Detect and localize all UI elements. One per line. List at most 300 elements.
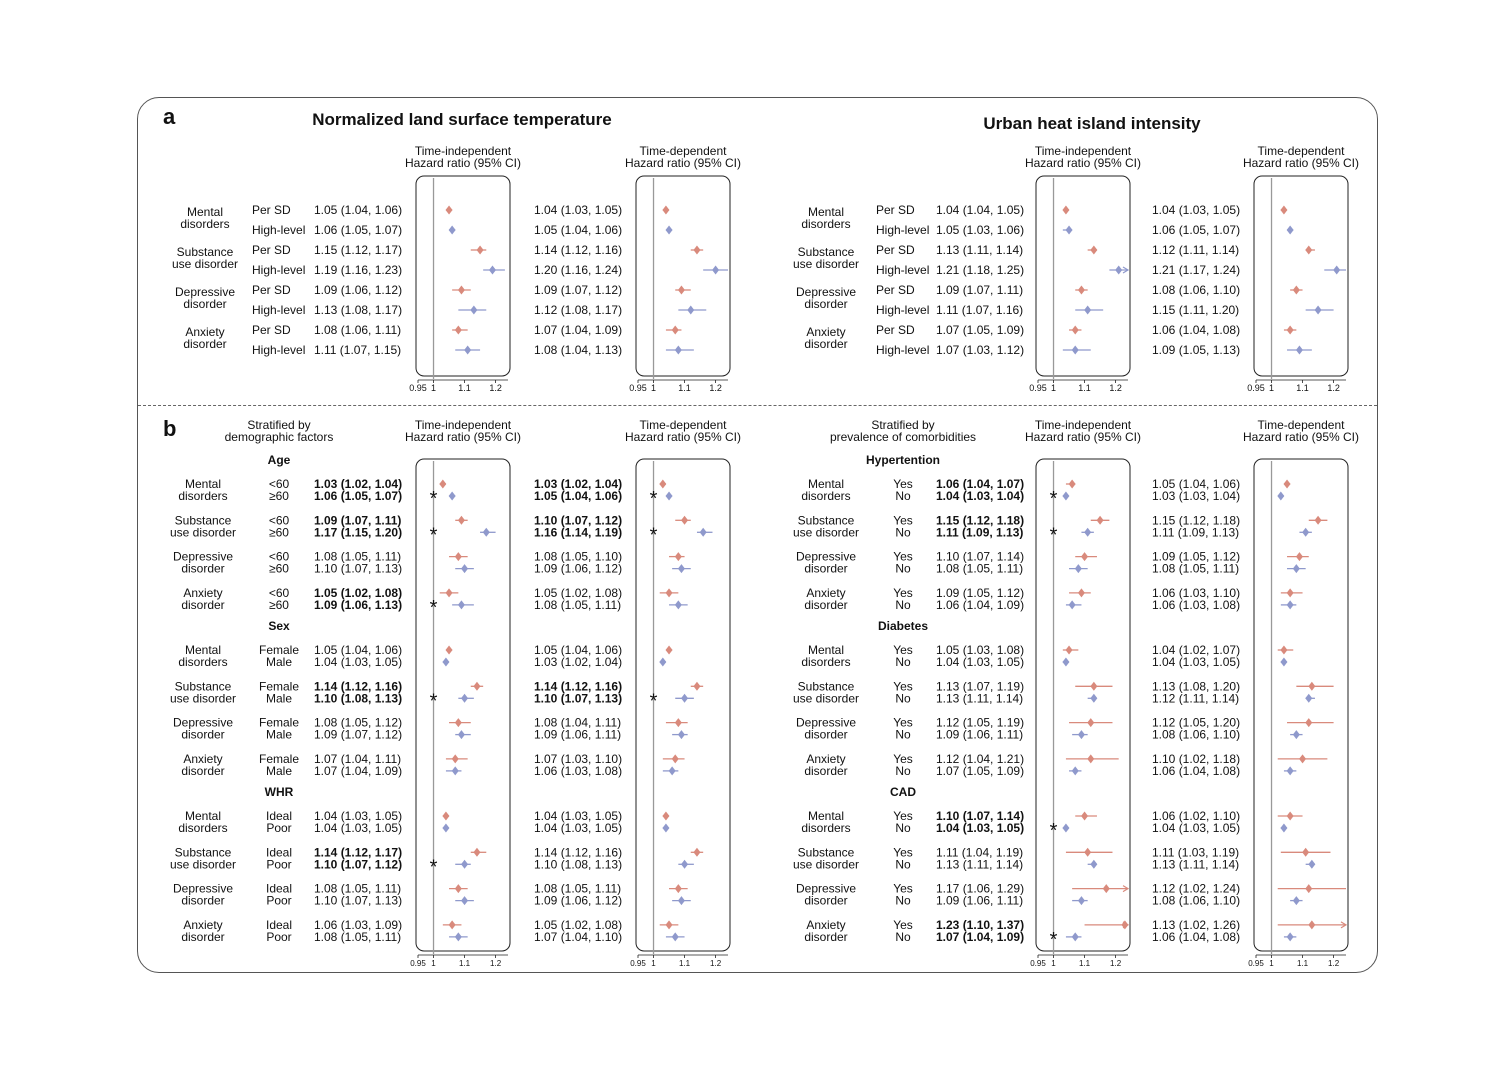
hr-value-ti: 1.10 (1.07, 1.14) (936, 809, 1025, 823)
significance-star: * (429, 690, 438, 713)
stratum-level-label: Yes (893, 751, 913, 766)
panel-b-right-ti-header-subtitle: Hazard ratio (95% CI) (1024, 430, 1142, 444)
hr-marker-ti-point (442, 824, 449, 833)
hr-value-ti: 1.09 (1.07, 1.11) (936, 283, 1024, 297)
hr-marker-td-point (672, 932, 679, 941)
stratum-level-label: Female (258, 715, 300, 730)
outcome-label: disorder (181, 561, 225, 576)
hr-marker-ti-point (1062, 824, 1069, 833)
hr-marker-ti-point (1087, 754, 1094, 763)
hr-value-td: 1.12 (1.02, 1.24) (1152, 881, 1241, 896)
hr-marker-ti-point (458, 730, 465, 739)
hr-value-td: 1.08 (1.05, 1.11) (1152, 561, 1240, 576)
hr-marker-td-point (1308, 860, 1315, 869)
hr-marker-ti-point (1097, 516, 1104, 525)
hr-value-ti: 1.11 (1.09, 1.13) (936, 525, 1024, 540)
panel-b-left-ti-header-title: Time-independent (414, 418, 512, 432)
stratum-level-label: Male (265, 763, 293, 778)
panel-b-left-ti-forest-tick-label: 1.2 (490, 959, 502, 968)
hr-value-ti: 1.06 (1.05, 1.07) (314, 489, 403, 503)
stratum-level-label: Yes (893, 643, 913, 657)
panel-a-right-td-header-title: Time-dependent (1257, 144, 1345, 158)
hr-marker-ti-point (1090, 682, 1097, 691)
hr-marker-ti-point (452, 766, 459, 775)
panel-b-left-ti-forest-tick-label: 1 (431, 959, 436, 968)
outcome-label: Depressive (172, 715, 234, 730)
stratum-level-label: Ideal (265, 917, 293, 932)
stratum-level-label: Poor (266, 857, 292, 872)
hr-marker-td-point (1299, 754, 1306, 763)
hr-marker-ti-point (442, 658, 449, 667)
hr-marker-td-point (675, 718, 682, 727)
hr-marker-ti-point (455, 718, 462, 727)
hr-marker-td-point (712, 266, 719, 275)
outcome-label: Anxiety (806, 325, 846, 339)
hr-value-ti: 1.08 (1.05, 1.11) (314, 929, 402, 944)
hr-marker-ti-point (455, 326, 462, 335)
hr-value-ti: 1.10 (1.07, 1.12) (314, 857, 403, 872)
hr-value-ti: 1.09 (1.06, 1.11) (936, 893, 1024, 908)
hr-marker-td-point (666, 226, 673, 235)
hr-value-ti: 1.07 (1.03, 1.12) (936, 343, 1025, 357)
hr-value-ti: 1.09 (1.07, 1.11) (314, 513, 402, 528)
hr-marker-td-point (659, 480, 666, 489)
hr-value-ti: 1.05 (1.04, 1.06) (314, 203, 403, 217)
panel-a-left-td-header-title: Time-dependent (639, 144, 727, 158)
panel-b-right-td-forest-tick-label: 1 (1269, 959, 1274, 968)
exposure-level-label: Per SD (252, 323, 291, 337)
hr-marker-td-point (1287, 600, 1294, 609)
hr-value-ti: 1.06 (1.04, 1.09) (936, 597, 1025, 612)
hr-marker-td-point (659, 658, 666, 667)
panel-a-right-ti-header-title: Time-independent (1034, 144, 1132, 158)
hr-marker-td-point (678, 730, 685, 739)
panel-b-right-ti-forest-tick-label: 0.95 (1030, 959, 1046, 968)
hr-marker-td-point (681, 516, 688, 525)
hr-marker-ti-point (1084, 848, 1091, 857)
hr-value-td: 1.20 (1.16, 1.24) (534, 263, 623, 277)
hr-value-td: 1.10 (1.02, 1.18) (1152, 751, 1241, 766)
hr-value-td: 1.08 (1.05, 1.11) (534, 881, 622, 896)
outcome-label: disorder (804, 893, 848, 908)
hr-marker-td-point (1287, 326, 1294, 335)
hr-value-ti: 1.13 (1.08, 1.17) (314, 303, 403, 317)
hr-value-ti: 1.17 (1.06, 1.29) (936, 881, 1025, 896)
outcome-label: Anxiety (185, 325, 225, 339)
outcome-label: Depressive (172, 881, 234, 896)
hr-value-ti: 1.04 (1.03, 1.05) (314, 809, 403, 823)
outcome-label: disorders (178, 821, 228, 835)
hr-value-ti: 1.13 (1.07, 1.19) (936, 679, 1025, 694)
hr-value-ti: 1.05 (1.04, 1.06) (314, 643, 403, 657)
panel-b-right-ti-forest-tick-label: 1.1 (1078, 959, 1091, 968)
panel-a-right-td-forest-tick-label: 1 (1269, 383, 1275, 393)
significance-star: * (429, 524, 438, 547)
hr-marker-ti-point (1078, 286, 1085, 295)
panel-b-right-td-header-title: Time-dependent (1257, 418, 1345, 432)
hr-marker-ti-point (461, 860, 468, 869)
outcome-label: Substance (174, 845, 232, 860)
stratum-title: CAD (890, 785, 916, 799)
stratum-level-label: Poor (266, 893, 292, 908)
hr-value-td: 1.03 (1.03, 1.04) (1152, 489, 1241, 503)
exposure-level-label: High-level (876, 263, 930, 277)
panel-a-title-left: Normalized land surface temperature (312, 110, 612, 129)
hr-value-td: 1.08 (1.04, 1.11) (534, 715, 622, 730)
outcome-label: Mental (184, 643, 222, 657)
hr-value-td: 1.21 (1.17, 1.24) (1152, 263, 1241, 277)
exposure-level-label: Per SD (876, 283, 915, 297)
hr-marker-ti-point (449, 226, 456, 235)
outcome-label: Mental (807, 477, 845, 491)
outcome-label: Mental (807, 643, 845, 657)
hr-value-td: 1.05 (1.04, 1.06) (534, 643, 623, 657)
panel-b-right-ti-forest-tick-label: 1 (1051, 959, 1056, 968)
panel-a-left-ti-forest-tick-label: 1.1 (458, 383, 471, 393)
significance-star: * (649, 690, 658, 713)
outcome-label: Substance (797, 513, 855, 528)
panel-b-right-td-forest-tick-label: 1.2 (1328, 959, 1340, 968)
hr-marker-ti-point (1066, 226, 1073, 235)
hr-value-td: 1.05 (1.04, 1.06) (534, 223, 623, 237)
outcome-label: Anxiety (183, 751, 223, 766)
stratum-level-label: Ideal (265, 845, 293, 860)
outcome-label: Substance (797, 245, 855, 259)
hr-marker-td-point (1280, 824, 1287, 833)
hr-marker-td-point (1287, 226, 1294, 235)
hr-marker-td-point (666, 492, 673, 501)
outcome-label: disorder (804, 337, 848, 351)
hr-marker-td-point (675, 552, 682, 561)
stratum-level-label: Yes (893, 881, 913, 896)
hr-marker-td-point (1287, 588, 1294, 597)
outcome-label: Substance (174, 513, 232, 528)
hr-value-td: 1.12 (1.05, 1.20) (1152, 715, 1241, 730)
hr-marker-td-point (1287, 932, 1294, 941)
hr-value-ti: 1.09 (1.06, 1.13) (314, 597, 403, 612)
hr-value-ti: 1.13 (1.11, 1.14) (936, 243, 1024, 257)
panel-b-left-ti-header-subtitle: Hazard ratio (95% CI) (404, 430, 522, 444)
hr-marker-ti-point (477, 246, 484, 255)
hr-marker-td-point (1305, 718, 1312, 727)
hr-marker-ti-point (1090, 694, 1097, 703)
hr-marker-ti-point (446, 646, 453, 655)
stratum-level-label: ≥60 (269, 561, 289, 576)
hr-value-ti: 1.13 (1.11, 1.14) (936, 691, 1024, 706)
hr-value-td: 1.15 (1.12, 1.18) (1152, 513, 1241, 528)
panel-a-right-ti-forest-tick-label: 1.1 (1078, 383, 1091, 393)
hr-value-td: 1.14 (1.12, 1.16) (534, 679, 623, 694)
exposure-level-label: Per SD (876, 243, 915, 257)
hr-value-ti: 1.08 (1.05, 1.11) (314, 881, 402, 896)
panel-a-right-ti-forest-tick-label: 1 (1051, 383, 1057, 393)
stratum-level-label: No (895, 561, 911, 576)
hr-marker-ti-point (439, 480, 446, 489)
outcome-label: disorders (180, 217, 230, 231)
hr-marker-ti-point (458, 516, 465, 525)
stratum-level-label: Male (265, 691, 293, 706)
outcome-label: disorder (804, 597, 848, 612)
hr-value-td: 1.08 (1.06, 1.10) (1152, 283, 1241, 297)
hr-marker-ti-point (455, 884, 462, 893)
hr-value-td: 1.05 (1.02, 1.08) (534, 917, 623, 932)
hr-marker-ti-point (489, 266, 496, 275)
panel-a-right-td-forest-tick-label: 1.2 (1327, 383, 1340, 393)
outcome-label: Substance (174, 679, 232, 694)
hr-marker-ti-point (1090, 860, 1097, 869)
hr-value-ti: 1.11 (1.07, 1.15) (314, 343, 402, 357)
outcome-label: disorders (178, 489, 228, 503)
exposure-level-label: High-level (252, 263, 306, 277)
hr-marker-ti-point (1072, 346, 1079, 355)
stratum-title: Hypertention (865, 453, 941, 467)
stratum-level-label: Poor (266, 929, 292, 944)
hr-value-td: 1.07 (1.04, 1.10) (534, 929, 623, 944)
hr-marker-ti-point (1066, 646, 1073, 655)
panel-a-right-td-header-subtitle: Hazard ratio (95% CI) (1242, 156, 1360, 170)
stratum-level-label: ≥60 (269, 597, 289, 612)
hr-value-td: 1.05 (1.02, 1.08) (534, 585, 623, 600)
outcome-label: disorders (178, 655, 228, 669)
panel-a-left-td-forest-tick-label: 1 (651, 383, 657, 393)
panel-a-left-ti-forest-tick-label: 0.95 (409, 383, 427, 393)
hr-marker-td-point (669, 766, 676, 775)
panel-a-left-td-header-subtitle: Hazard ratio (95% CI) (624, 156, 742, 170)
hr-value-td: 1.12 (1.11, 1.14) (1152, 691, 1240, 706)
hr-marker-ti-point (461, 694, 468, 703)
panel-a-right-td-forest-box (1254, 176, 1348, 376)
stratum-level-label: Yes (893, 549, 913, 564)
hr-value-ti: 1.11 (1.07, 1.16) (936, 303, 1024, 317)
significance-star: * (1049, 488, 1058, 510)
hr-value-ti: 1.10 (1.07, 1.13) (314, 893, 403, 908)
hr-marker-ti-point (1072, 766, 1079, 775)
significance-star: * (1049, 820, 1058, 842)
hr-value-td: 1.08 (1.06, 1.10) (1152, 893, 1241, 908)
outcome-label: use disorder (169, 691, 237, 706)
significance-star: * (429, 488, 438, 510)
significance-star: * (1049, 524, 1058, 547)
outcome-label: disorders (801, 489, 851, 503)
stratum-level-label: Yes (893, 513, 913, 528)
stratum-level-label: No (895, 525, 911, 540)
stratum-level-label: Yes (893, 715, 913, 730)
outcome-label: Mental (807, 809, 845, 823)
hr-value-td: 1.11 (1.03, 1.19) (1152, 845, 1240, 860)
hr-value-td: 1.08 (1.04, 1.13) (534, 343, 623, 357)
hr-marker-td-point (662, 824, 669, 833)
outcome-label: Mental (184, 809, 222, 823)
hr-marker-td-point (1293, 896, 1300, 905)
exposure-level-label: High-level (876, 343, 930, 357)
stratum-level-label: No (895, 857, 911, 872)
exposure-level-label: High-level (252, 343, 306, 357)
outcome-label: Anxiety (806, 917, 846, 932)
stratum-level-label: No (895, 821, 911, 835)
hr-marker-td-point (1287, 766, 1294, 775)
hr-marker-td-point (675, 884, 682, 893)
hr-marker-td-point (1308, 920, 1315, 929)
hr-marker-td-point (1280, 646, 1287, 655)
outcome-label: Depressive (174, 285, 236, 299)
panel-b-right-td-forest-tick-label: 1.1 (1296, 959, 1309, 968)
hr-marker-td-point (1280, 658, 1287, 667)
hr-value-td: 1.10 (1.08, 1.13) (534, 857, 623, 872)
hr-value-td: 1.03 (1.02, 1.04) (534, 477, 623, 491)
significance-star: * (429, 856, 438, 879)
hr-marker-td-point (1280, 206, 1287, 215)
hr-marker-ti-point (1062, 492, 1069, 501)
panel-a-title-right: Urban heat island intensity (983, 114, 1201, 133)
panel-b-left-td-forest-tick-label: 1.2 (710, 959, 722, 968)
hr-value-ti: 1.07 (1.04, 1.09) (314, 763, 403, 778)
hr-marker-td-point (1293, 286, 1300, 295)
hr-marker-td-point (1284, 480, 1291, 489)
hr-marker-td-point (693, 246, 700, 255)
exposure-level-label: Per SD (252, 283, 291, 297)
outcome-label: disorders (801, 821, 851, 835)
stratum-level-label: Yes (893, 917, 913, 932)
stratum-level-label: Female (258, 679, 300, 694)
panel-b-left-td-header-title: Time-dependent (639, 418, 727, 432)
hr-value-ti: 1.09 (1.06, 1.11) (936, 727, 1024, 742)
hr-value-td: 1.10 (1.07, 1.13) (534, 691, 623, 706)
stratum-level-label: <60 (268, 477, 290, 491)
hr-value-ti: 1.10 (1.07, 1.13) (314, 561, 403, 576)
panel-a-left-ti-header-subtitle: Hazard ratio (95% CI) (404, 156, 522, 170)
panel-b-left-td-forest-tick-label: 1 (651, 959, 656, 968)
hr-value-ti: 1.09 (1.05, 1.12) (936, 585, 1025, 600)
hr-value-td: 1.15 (1.11, 1.20) (1152, 303, 1240, 317)
outcome-label: disorder (181, 597, 225, 612)
hr-value-td: 1.08 (1.05, 1.10) (534, 549, 623, 564)
hr-marker-ti-point (1072, 932, 1079, 941)
hr-marker-td-point (1302, 848, 1309, 857)
panel-a-label: a (163, 104, 176, 129)
outcome-label: Anxiety (806, 751, 846, 766)
outcome-label: disorder (804, 297, 848, 311)
panel-a-right-td-forest-tick-label: 0.95 (1247, 383, 1265, 393)
hr-marker-ti-point (1084, 528, 1091, 537)
hr-value-ti: 1.08 (1.06, 1.11) (314, 323, 402, 337)
outcome-label: Depressive (795, 285, 857, 299)
hr-marker-ti-point (449, 492, 456, 501)
stratum-level-label: Yes (893, 845, 913, 860)
hr-value-td: 1.05 (1.04, 1.06) (1152, 477, 1241, 491)
panel-a-left-td-forest-tick-label: 1.2 (709, 383, 722, 393)
hr-marker-td-point (693, 682, 700, 691)
hr-marker-td-point (681, 694, 688, 703)
hr-value-td: 1.06 (1.03, 1.10) (1152, 585, 1241, 600)
hr-marker-ti-point (1081, 552, 1088, 561)
hr-value-td: 1.07 (1.03, 1.10) (534, 751, 623, 766)
panel-b-left-header: Stratified by (247, 418, 311, 432)
hr-marker-td-point (662, 812, 669, 821)
hr-marker-ti-point (455, 552, 462, 561)
panel-a-right-ti-forest-box (1036, 176, 1130, 376)
outcome-label: use disorder (792, 691, 860, 706)
hr-value-td: 1.05 (1.04, 1.06) (534, 489, 623, 503)
outcome-label: Depressive (795, 715, 857, 730)
exposure-level-label: High-level (252, 303, 306, 317)
hr-value-td: 1.06 (1.03, 1.08) (534, 763, 623, 778)
hr-value-td: 1.03 (1.02, 1.04) (534, 655, 623, 669)
outcome-label: use disorder (169, 525, 237, 540)
outcome-label: Depressive (795, 881, 857, 896)
hr-value-ti: 1.15 (1.12, 1.18) (936, 513, 1025, 528)
significance-star: * (649, 524, 658, 547)
hr-marker-td-point (1308, 682, 1315, 691)
hr-value-td: 1.04 (1.03, 1.05) (534, 203, 623, 217)
outcome-label: use disorder (171, 257, 239, 271)
hr-marker-td-point (1333, 266, 1340, 275)
hr-marker-td-point (662, 206, 669, 215)
panel-a-left-td-forest-tick-label: 1.1 (678, 383, 691, 393)
panel-a-left-ti-forest-tick-label: 1.2 (489, 383, 502, 393)
outcome-label: disorder (804, 561, 848, 576)
hr-value-td: 1.04 (1.03, 1.05) (1152, 655, 1241, 669)
hr-marker-td-point (678, 286, 685, 295)
hr-value-td: 1.06 (1.03, 1.08) (1152, 597, 1241, 612)
hr-marker-ti-point (1087, 718, 1094, 727)
panel-b-left-ti-forest-tick-label: 0.95 (410, 959, 426, 968)
outcome-label: disorder (181, 929, 225, 944)
panel-a-left-td-forest-tick-label: 0.95 (629, 383, 647, 393)
hr-marker-td-point (672, 754, 679, 763)
hr-marker-ti-point (1072, 326, 1079, 335)
hr-marker-td-point (681, 860, 688, 869)
hr-marker-ti-point (446, 588, 453, 597)
hr-marker-ti-point (473, 848, 480, 857)
exposure-level-label: High-level (876, 303, 930, 317)
hr-value-ti: 1.10 (1.07, 1.14) (936, 549, 1025, 564)
hr-value-td: 1.12 (1.11, 1.14) (1152, 243, 1240, 257)
hr-marker-ti-point (1078, 588, 1085, 597)
hr-marker-td-point (675, 600, 682, 609)
hr-value-ti: 1.09 (1.06, 1.12) (314, 283, 403, 297)
hr-marker-ti-point (442, 812, 449, 821)
panel-b-right-td-header-subtitle: Hazard ratio (95% CI) (1242, 430, 1360, 444)
hr-marker-ti-point (1078, 730, 1085, 739)
hr-value-ti: 1.09 (1.07, 1.12) (314, 727, 403, 742)
stratum-title: Age (267, 453, 291, 467)
hr-marker-td-point (666, 920, 673, 929)
hr-value-ti: 1.13 (1.11, 1.14) (936, 857, 1024, 872)
hr-marker-ti-point (1090, 246, 1097, 255)
stratum-level-label: No (895, 929, 911, 944)
panel-b-right-td-forest-tick-label: 0.95 (1248, 959, 1264, 968)
hr-value-td: 1.16 (1.14, 1.19) (534, 525, 623, 540)
panel-b-right-ti-header-title: Time-independent (1034, 418, 1132, 432)
hr-marker-td-point (666, 588, 673, 597)
hr-value-td: 1.06 (1.04, 1.08) (1152, 323, 1241, 337)
hr-value-ti: 1.21 (1.18, 1.25) (936, 263, 1025, 277)
stratum-level-label: ≥60 (269, 489, 289, 503)
hr-value-ti: 1.12 (1.04, 1.21) (936, 751, 1025, 766)
stratum-level-label: Yes (893, 585, 913, 600)
stratum-level-label: No (895, 691, 911, 706)
outcome-label: disorder (804, 763, 848, 778)
outcome-label: Anxiety (183, 585, 223, 600)
panel-a-right-ti-forest-tick-label: 1.2 (1109, 383, 1122, 393)
hr-marker-td-point (1302, 528, 1309, 537)
hr-value-ti: 1.04 (1.03, 1.05) (936, 821, 1025, 835)
hr-marker-td-point (1277, 492, 1284, 501)
hr-marker-td-point (675, 346, 682, 355)
hr-marker-td-point (1293, 730, 1300, 739)
panel-b-left-header: demographic factors (224, 430, 334, 444)
panel-a-right-ti-forest-tick-label: 0.95 (1029, 383, 1047, 393)
